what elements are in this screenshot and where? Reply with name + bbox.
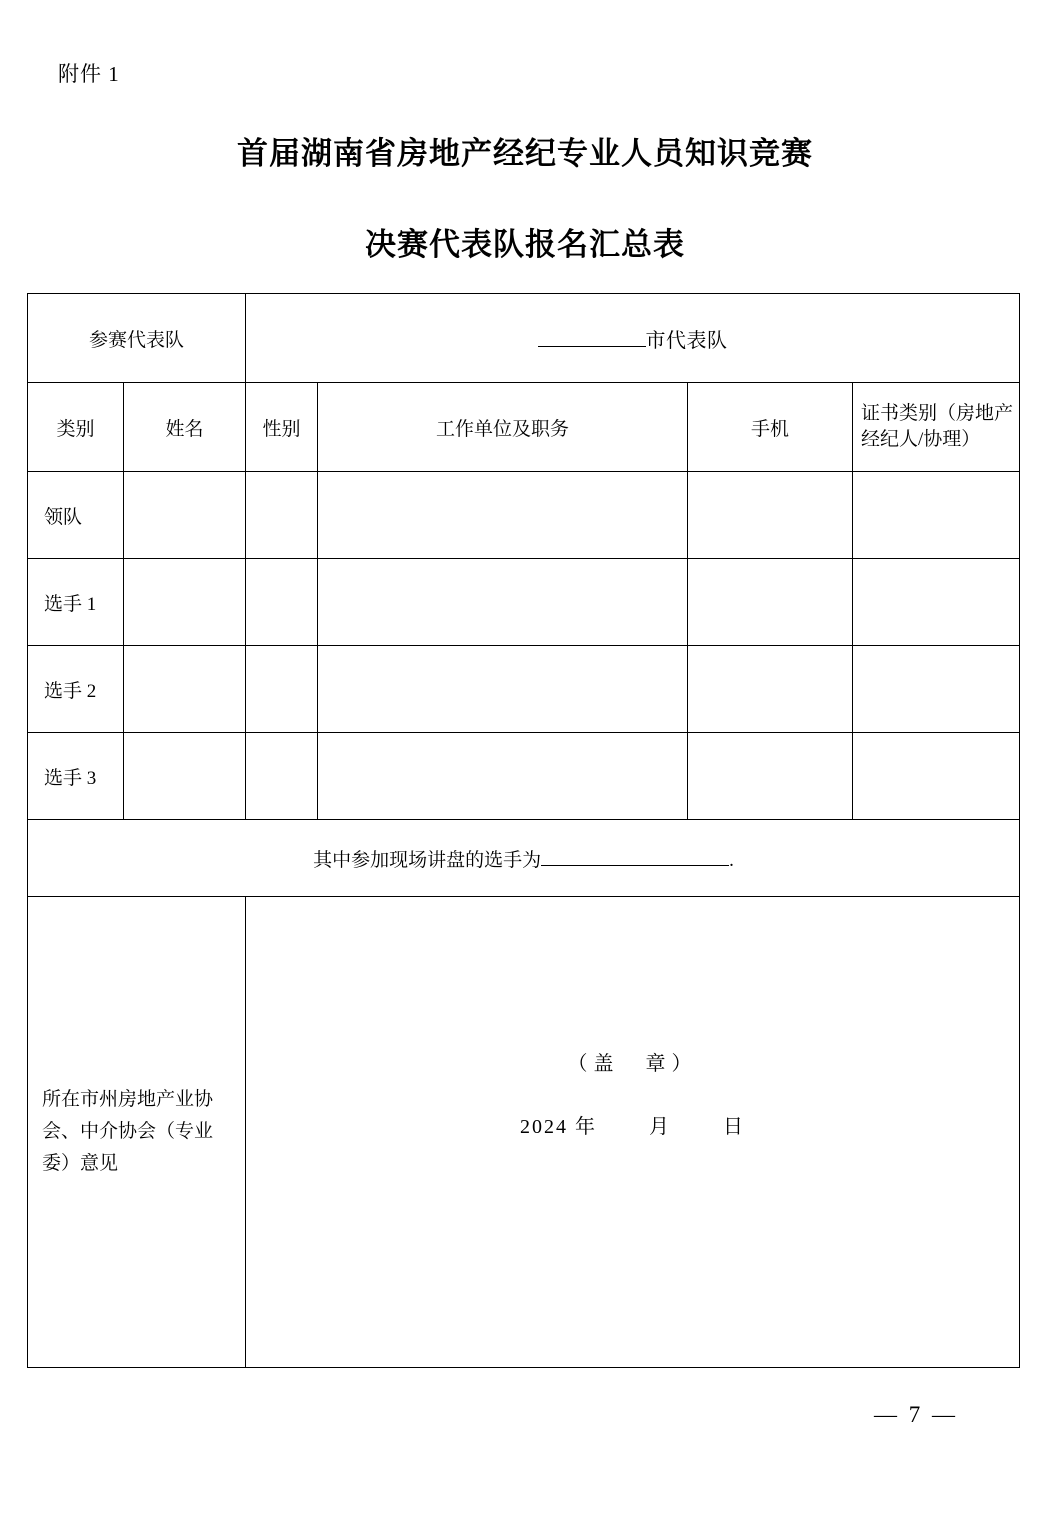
table-row-team xyxy=(28,294,1020,383)
title-line-2: 决赛代表队报名汇总表 xyxy=(365,227,685,263)
cell-gender-leader[interactable] xyxy=(246,472,318,559)
column-header-name: 姓名 xyxy=(124,383,246,472)
column-header-category: 类别 xyxy=(28,383,124,472)
cell-mobile-player-2[interactable] xyxy=(688,646,853,733)
cell-work-unit-player-3[interactable] xyxy=(318,733,688,820)
cell-work-unit-player-1[interactable] xyxy=(318,559,688,646)
cell-gender-player-3[interactable] xyxy=(246,733,318,820)
cell-gender-player-2[interactable] xyxy=(246,646,318,733)
table-row xyxy=(28,559,1020,646)
table-row-note xyxy=(28,820,1020,897)
cell-gender-player-1[interactable] xyxy=(246,559,318,646)
date-month: 月 xyxy=(649,1116,672,1138)
note-suffix: . xyxy=(729,849,734,871)
column-header-gender: 性别 xyxy=(246,383,318,472)
note-blank[interactable] xyxy=(541,865,729,866)
opinion-label-cell: 所在市州房地产业协会、中介协会（专业委）意见 xyxy=(28,897,246,1368)
team-label-cell: 参赛代表队 xyxy=(28,294,246,383)
note-prefix: 其中参加现场讲盘的选手为 xyxy=(313,849,542,871)
cell-name-player-3[interactable] xyxy=(124,733,246,820)
cell-work-unit-player-2[interactable] xyxy=(318,646,688,733)
table-row xyxy=(28,472,1020,559)
column-header-work-unit: 工作单位及职务 xyxy=(318,383,688,472)
column-header-mobile: 手机 xyxy=(688,383,853,472)
attachment-label: 附件 1 xyxy=(58,62,120,86)
column-header-cert-type: 证书类别（房地产经纪人/协理） xyxy=(853,383,1020,472)
seal-text: （盖 章） xyxy=(567,1053,698,1075)
row-category-player-1: 选手 1 xyxy=(28,559,124,646)
team-value-cell[interactable] xyxy=(246,294,1020,383)
cell-work-unit-leader[interactable] xyxy=(318,472,688,559)
title-line-1: 首届湖南省房地产经纪专业人员知识竞赛 xyxy=(237,136,813,172)
page-number: — 7 — xyxy=(874,1402,958,1427)
row-category-player-2: 选手 2 xyxy=(28,646,124,733)
cell-cert-player-2[interactable] xyxy=(853,646,1020,733)
cell-cert-leader[interactable] xyxy=(853,472,1020,559)
document-title xyxy=(0,128,1050,264)
cell-name-player-1[interactable] xyxy=(124,559,246,646)
table-row xyxy=(28,733,1020,820)
table-header-row xyxy=(28,383,1020,472)
cell-name-leader[interactable] xyxy=(124,472,246,559)
note-cell[interactable] xyxy=(28,820,1020,897)
table-row-opinion xyxy=(28,897,1020,1368)
cell-name-player-2[interactable] xyxy=(124,646,246,733)
cell-mobile-player-3[interactable] xyxy=(688,733,853,820)
row-category-player-3: 选手 3 xyxy=(28,733,124,820)
cell-mobile-leader[interactable] xyxy=(688,472,853,559)
row-category-leader: 领队 xyxy=(28,472,124,559)
opinion-body-cell[interactable] xyxy=(246,897,1020,1368)
date-day: 日 xyxy=(723,1116,746,1138)
cell-mobile-player-1[interactable] xyxy=(688,559,853,646)
registration-form-table xyxy=(27,293,1020,1368)
date-year: 2024 年 xyxy=(520,1116,598,1138)
table-row xyxy=(28,646,1020,733)
date-line xyxy=(252,1110,1013,1139)
cell-cert-player-3[interactable] xyxy=(853,733,1020,820)
cell-cert-player-1[interactable] xyxy=(853,559,1020,646)
team-name-blank[interactable] xyxy=(538,346,646,347)
team-value-suffix: 市代表队 xyxy=(645,329,728,352)
